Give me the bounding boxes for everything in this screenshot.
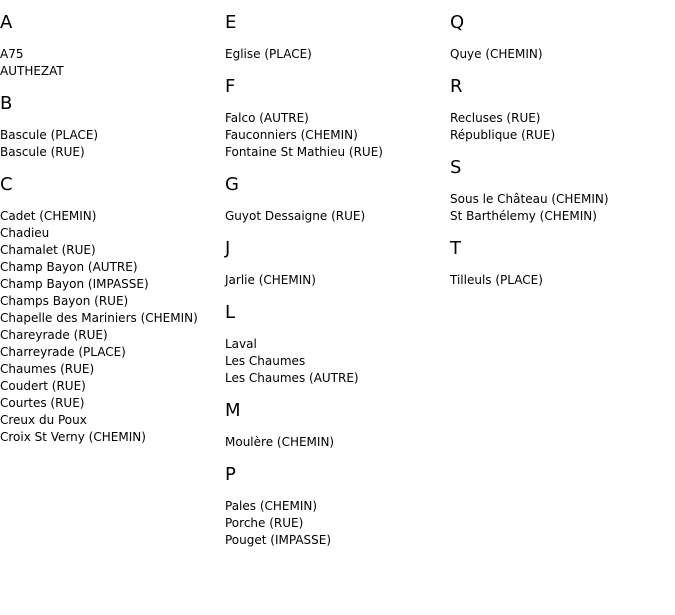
street-list <box>450 110 675 144</box>
street-item: Bascule (RUE) <box>0 145 85 159</box>
street-list <box>225 498 450 549</box>
letter-section <box>450 238 675 289</box>
street-list <box>450 46 675 63</box>
street-item: Champs Bayon (RUE) <box>0 294 129 308</box>
street-item: Moulère (CHEMIN) <box>225 435 335 449</box>
street-item: Sous le Château (CHEMIN) <box>450 192 609 206</box>
street-item: Pales (CHEMIN) <box>225 499 318 513</box>
street-list <box>225 272 450 289</box>
street-item: Falco (AUTRE) <box>225 111 309 125</box>
street-item: A75 <box>0 47 24 61</box>
street-item: Les Chaumes (AUTRE) <box>225 371 359 385</box>
section-letter-heading: A <box>0 12 13 33</box>
street-item: Jarlie (CHEMIN) <box>225 273 316 287</box>
street-item: Guyot Dessaigne (RUE) <box>225 209 366 223</box>
letter-section <box>450 76 675 144</box>
street-list <box>225 336 450 387</box>
section-letter-heading: J <box>225 238 231 259</box>
street-list <box>0 208 225 446</box>
letter-section <box>0 93 225 161</box>
street-item: Croix St Verny (CHEMIN) <box>0 430 146 444</box>
street-list <box>0 127 225 161</box>
section-letter-heading: R <box>450 76 463 97</box>
street-item: Bascule (PLACE) <box>0 128 99 142</box>
street-item: Cadet (CHEMIN) <box>0 209 97 223</box>
column-1 <box>0 0 225 446</box>
column-2 <box>225 0 450 549</box>
letter-section <box>0 174 225 446</box>
section-letter-heading: L <box>225 302 236 323</box>
street-item: Chadieu <box>0 226 50 240</box>
street-list <box>0 46 225 80</box>
section-letter-heading: E <box>225 12 237 33</box>
letter-section <box>450 12 675 63</box>
street-list <box>450 272 675 289</box>
letter-section <box>0 12 225 80</box>
street-item: Porche (RUE) <box>225 516 304 530</box>
street-item: Fontaine St Mathieu (RUE) <box>225 145 383 159</box>
street-item: Chamalet (RUE) <box>0 243 96 257</box>
section-letter-heading: M <box>225 400 241 421</box>
street-list <box>225 46 450 63</box>
section-letter-heading: S <box>450 157 462 178</box>
letter-section <box>225 400 450 451</box>
street-item: Champ Bayon (IMPASSE) <box>0 277 149 291</box>
street-item: Recluses (RUE) <box>450 111 541 125</box>
street-item: Coudert (RUE) <box>0 379 86 393</box>
section-letter-heading: T <box>450 238 461 259</box>
street-list <box>450 191 675 225</box>
street-item: AUTHEZAT <box>0 64 64 78</box>
letter-section <box>225 464 450 549</box>
street-list <box>225 208 450 225</box>
street-item: Pouget (IMPASSE) <box>225 533 332 547</box>
street-item: Courtes (RUE) <box>0 396 85 410</box>
street-item: Chareyrade (RUE) <box>0 328 108 342</box>
street-item: Eglise (PLACE) <box>225 47 312 61</box>
street-item: Quye (CHEMIN) <box>450 47 543 61</box>
street-item: Les Chaumes <box>225 354 306 368</box>
letter-section <box>225 302 450 387</box>
street-item: Creux du Poux <box>0 413 87 427</box>
street-item: Tilleuls (PLACE) <box>450 273 543 287</box>
letter-section <box>225 12 450 63</box>
street-item: Laval <box>225 337 257 351</box>
section-letter-heading: C <box>0 174 13 195</box>
section-letter-heading: P <box>225 464 236 485</box>
letter-section <box>450 157 675 225</box>
column-3 <box>450 0 675 289</box>
street-item: Chaumes (RUE) <box>0 362 95 376</box>
section-letter-heading: B <box>0 93 13 114</box>
section-letter-heading: Q <box>450 12 465 33</box>
street-item: Champ Bayon (AUTRE) <box>0 260 138 274</box>
letter-section <box>225 76 450 161</box>
street-item: République (RUE) <box>450 128 556 142</box>
section-letter-heading: F <box>225 76 236 97</box>
street-list <box>225 434 450 451</box>
street-item: Chapelle des Mariniers (CHEMIN) <box>0 311 198 325</box>
street-item: St Barthélemy (CHEMIN) <box>450 209 597 223</box>
street-item: Charreyrade (PLACE) <box>0 345 126 359</box>
section-letter-heading: G <box>225 174 239 195</box>
letter-section <box>225 174 450 225</box>
letter-section <box>225 238 450 289</box>
street-item: Fauconniers (CHEMIN) <box>225 128 358 142</box>
street-list <box>225 110 450 161</box>
